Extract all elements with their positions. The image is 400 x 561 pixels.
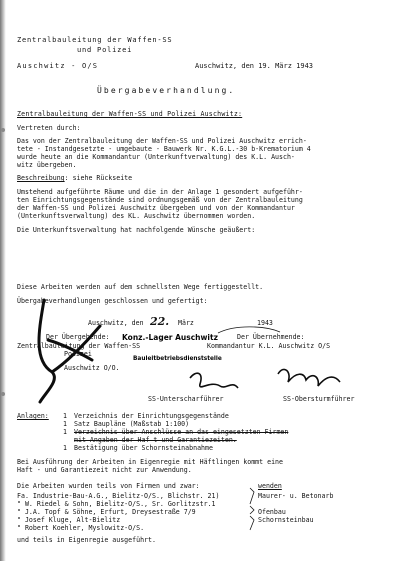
left-signatory-label: Der Übergebende: (46, 333, 110, 341)
para1-line1: Das von der Zentralbauleitung der Waffen-SS und Polizei Auschwitz errich- (17, 137, 307, 145)
attachments-label: Anlagen: (17, 412, 49, 420)
sign-year: 1943 (257, 319, 273, 327)
para4: Diese Arbeiten werden auf dem schnellsten Wege fertiggestellt. (17, 283, 264, 291)
para1-line4: witz übergeben. (17, 161, 77, 169)
firms-outro: und teils in Eigenregie ausgeführt. (17, 536, 156, 544)
firm-row: " Josef Kluge, Alt-Bielitz (17, 516, 121, 524)
para3: Die Unterkunftsverwaltung hat nachfolgende Wünsche geäußert: (17, 226, 256, 234)
closing-line: Übergabeverhandlungen geschlossen und gefertigt: (17, 297, 208, 305)
firms-column-label: wenden (258, 482, 282, 490)
para5-line2: Haft - und Garantiezeit nicht zur Anwendung. (17, 466, 192, 474)
left-office-1: Zentralbauleitung der Waffen-SS (17, 342, 141, 350)
firms-intro: Die Arbeiten wurden teils von Firmen und zwar: (17, 482, 200, 490)
firm-row: Fa. Industrie-Bau-A.G., Bielitz-O/S., Blichstr. 21) (17, 492, 220, 500)
document-title: Übergabeverhandlung. (97, 86, 236, 95)
sign-day-handwritten: 22. (150, 315, 170, 328)
attachment-item: Verzeichnis der Einrichtungsgegenstände (74, 412, 229, 420)
office-line-2: und Polizei (77, 46, 133, 54)
attachment-num: 1 (63, 428, 67, 436)
stamp-line-1: Konz.-Lager Auschwitz (122, 333, 218, 342)
reference-code: Auschwitz - O/S (17, 62, 99, 70)
attachment-item-struck: Verzeichnis über Anschlüsse an das eingesetzten Firmen (74, 428, 289, 436)
description-ref: : siehe Rückseite (64, 174, 133, 182)
para5-line1: Bei Ausführung der Arbeiten in Eigenregie mit Häftlingen kommt eine (17, 458, 283, 466)
right-office: Kommandantur K.L. Auschwitz O/S (207, 342, 331, 350)
office-line-1: Zentralbauleitung der Waffen-SS (17, 36, 173, 44)
attachment-item-struck: mit Angaben der Haf t und Garantiezeiten. (74, 436, 237, 444)
firm-row: " J.A. Topf & Söhne, Erfurt, Dreysestraße 7/9 (17, 508, 196, 516)
attachment-item: Satz Baupläne (Maßstab 1:100) (74, 420, 190, 428)
left-rank: SS-Unterscharführer (148, 395, 224, 403)
right-rank: SS-Obersturmführer (283, 395, 355, 403)
firm-trade: Schornsteinbau (258, 516, 314, 524)
attachment-num: 1 (63, 444, 67, 452)
para2-line3: der Waffen-SS und Polizei Auschwitz übergeben und von der Kommandantur (17, 204, 295, 212)
left-office-2: Polizei (64, 350, 92, 358)
para2-line4: (Unterkunftsverwaltung) des KL. Auschwitz übernommen worden. (17, 212, 256, 220)
para2-line2: ten Einrichtungsgegenstände sind ordnungsgemäß von der Zentralbauleitung (17, 196, 303, 204)
represented-by: Vertreten durch: (17, 124, 81, 132)
firm-trade: Ofenbau (258, 508, 286, 516)
stamp-line-2: Bauleitbetriebsdienststelle (133, 356, 222, 362)
para1-line3: wurde heute an die Kommandantur (Unterkunftverwaltung) des K.L. Ausch- (17, 153, 295, 161)
firm-row: " W. Riedel & Sohn, Bielitz-O/S., Sr. Gorlitzstr.1 (17, 500, 216, 508)
left-office-3: Auschwitz O/O. (64, 364, 120, 372)
right-signatory-label: Der Übernehmende: (237, 333, 305, 341)
attachment-item: Bestätigung über Schornsteinabnahme (74, 444, 213, 452)
attachment-num: 1 (63, 420, 67, 428)
firm-trade: Maurer- u. Betonarb (258, 492, 334, 500)
firm-row: " Robert Koehler, Myslowitz-O/S. (17, 524, 145, 532)
attachment-num: 1 (63, 412, 67, 420)
description-label: Beschreibung (17, 174, 65, 182)
sign-month: März (178, 319, 194, 327)
para2-line1: Umstehend aufgeführte Räume und die in der Anlage 1 gesondert aufgeführ- (17, 188, 303, 196)
sign-place: Auschwitz, den (88, 319, 144, 327)
para1-line2: tete - Instandgesetzte - umgebaute - Bauwerk Nr. K.G.L.-30 b-Krematorium 4 (17, 145, 311, 153)
subtitle: Zentralbauleitung der Waffen-SS und Polizei Auschwitz: (17, 110, 243, 118)
place-date: Auschwitz, den 19. März 1943 (195, 62, 314, 70)
